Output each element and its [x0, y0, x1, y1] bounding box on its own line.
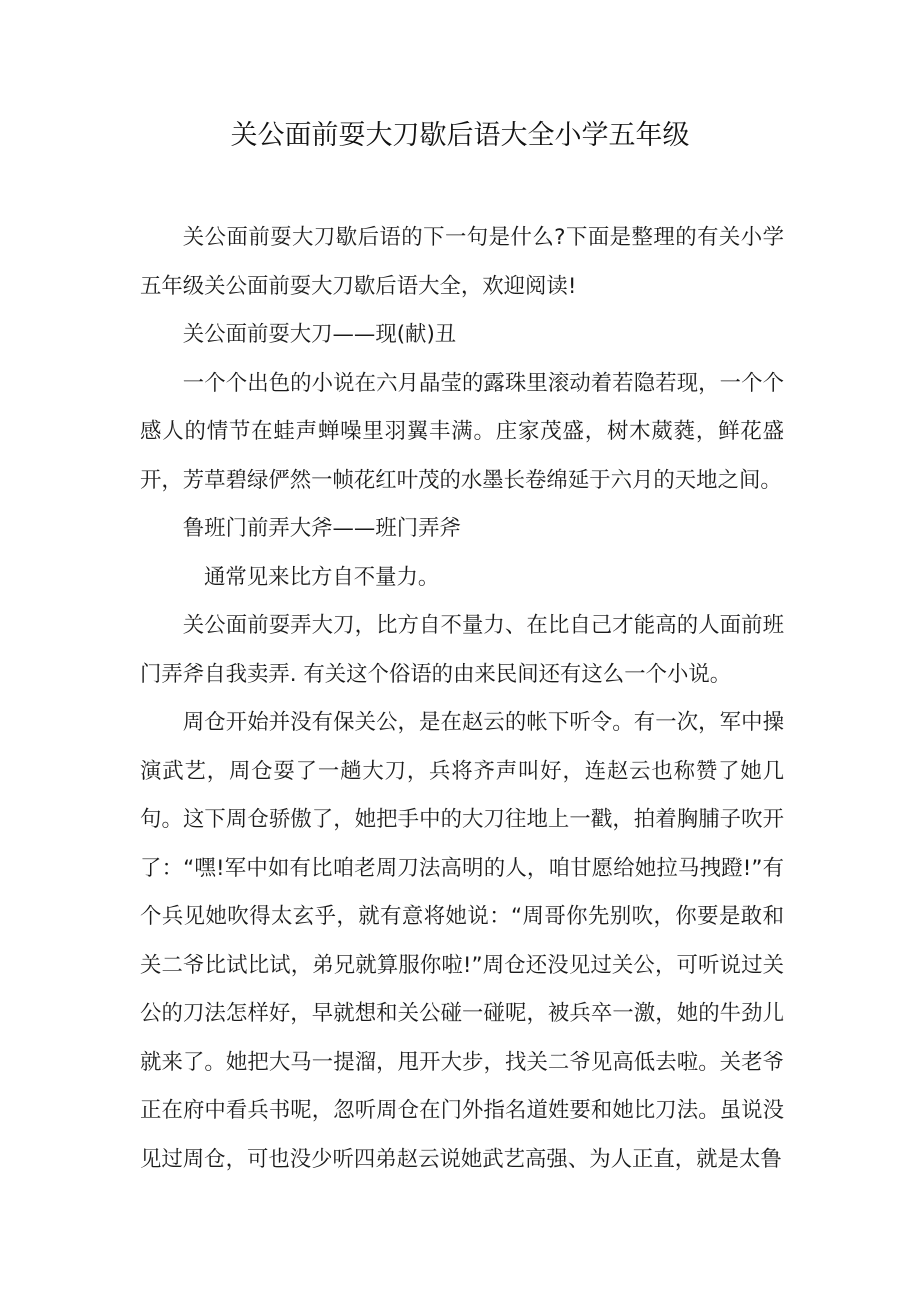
paragraph-story-novels: 一个个出色的小说在六月晶莹的露珠里滚动着若隐若现，一个个感人的情节在蛙声蝉噪里羽翼丰满。庄家茂盛，树木葳蕤，鲜花盛开，芳草碧绿俨然一帧花红叶茂的水墨长卷绵延于六月的天地之间。 [140, 370, 784, 493]
paragraph-saying-guangong: 关公面前耍大刀——现(献)丑 [182, 322, 457, 347]
document-body [140, 214, 784, 1184]
document-title: 关公面前耍大刀歇后语大全小学五年级 [230, 120, 690, 151]
paragraph-explanation: 关公面前耍弄大刀，比方自不量力、在比自己才能高的人面前班门弄斧自我卖弄. 有关这个俗语的由来民间还有这么一个小说。 [140, 613, 784, 687]
paragraph-meaning: 通常见来比方自不量力。 [204, 564, 440, 590]
paragraph-saying-luban: 鲁班门前弄大斧——班门弄斧 [182, 516, 461, 541]
paragraph-zhoucang-story: 周仓开始并没有保关公，是在赵云的帐下听令。有一次，军中操演武艺，周仓耍了一趟大刀，兵将齐声叫好，连赵云也称赞了她几句。这下周仓骄傲了，她把手中的大刀往地上一戳，拍着胸脯子吹开了：“嘿!军中如有比咱老周刀法高明的人，咱甘愿给她拉马拽蹬!”有个兵见她吹得太玄乎，就有意将她说：“周哥你先别吹，你要是敢和关二爷比试比试，弟兄就算服你啦!”周仓还没见过关公，可听说过关公的刀法怎样好，早就想和关公碰一碰呢，被兵卒一激，她的牛劲儿就来了。她把大马一提溜，甩开大步，找关二爷见高低去啦。关老爷正在府中看兵书呢，忽听周仓在门外指名道姓要和她比刀法。虽说没见过周仓，可也没少听四弟赵云说她武艺高强、为人正直，就是太鲁 [140, 710, 784, 1172]
paragraph-intro: 关公面前耍大刀歇后语的下一句是什么?下面是整理的有关小学五年级关公面前耍大刀歇后语大全，欢迎阅读! [140, 225, 784, 299]
